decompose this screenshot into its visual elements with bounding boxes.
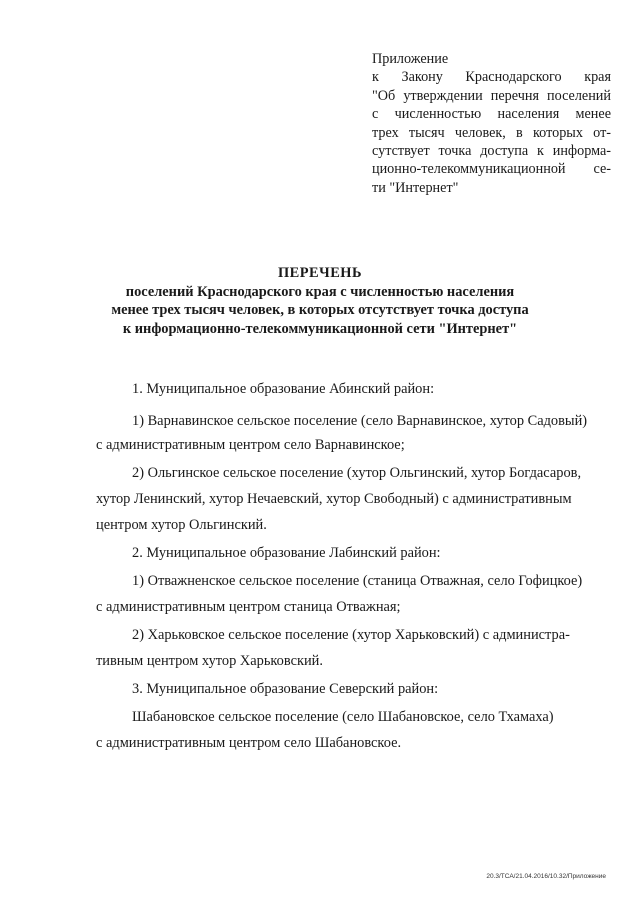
body-line: Шабановское сельское поселение (село Шабановское, село Тхамаха): [132, 709, 554, 725]
body-line: 1) Отважненское сельское поселение (станица Отважная, село Гофицкое): [132, 573, 583, 589]
body-line: 1) Варнавинское сельское поселение (село Варнавинское, хутор Садовый): [132, 413, 588, 429]
footer-code: 20.3/ТСА/21.04.2016/10.32/Приложение: [486, 873, 606, 880]
appendix-line: "Об утверждении перечня поселений: [372, 87, 611, 104]
body-line: с административным центром станица Отважная;: [96, 599, 401, 615]
appendix-line: Приложение: [372, 51, 449, 67]
heading-line: к информационно-телекоммуникационной сети "Интернет": [122, 320, 518, 337]
body-line: с административным центром село Варнавинское;: [96, 437, 405, 453]
appendix-line: к Закону Краснодарского края: [372, 69, 611, 86]
section-heading: 1. Муниципальное образование Абинский район:: [132, 381, 435, 397]
body-line: 2) Ольгинское сельское поселение (хутор Ольгинский, хутор Богдасаров,: [132, 465, 582, 481]
document-heading: [0, 264, 640, 338]
section-heading: 3. Муниципальное образование Северский район:: [132, 681, 439, 697]
body-line: 2) Харьковское сельское поселение (хутор Харьковский) с администра-: [132, 627, 570, 643]
body-line: центром хутор Ольгинский.: [96, 517, 267, 533]
appendix-block: [372, 50, 611, 197]
body-line: с административным центром село Шабановское.: [96, 735, 402, 751]
heading-title: ПЕРЕЧЕНЬ: [277, 265, 363, 281]
body-line: тивным центром хутор Харьковский.: [96, 653, 323, 669]
appendix-line: сутствует точка доступа к информа-: [372, 143, 611, 160]
appendix-line: ти "Интернет": [372, 179, 459, 196]
heading-line: поселений Краснодарского края с численностью населения: [125, 283, 515, 300]
appendix-line: с численностью населения менее: [372, 106, 611, 123]
heading-line: менее трех тысяч человек, в которых отсутствует точка доступа: [111, 302, 529, 318]
section-heading: 2. Муниципальное образование Лабинский район:: [132, 545, 441, 561]
body-line: хутор Ленинский, хутор Нечаевский, хутор Свободный) с административным: [96, 491, 572, 507]
appendix-line: трех тысяч человек, в которых от-: [372, 124, 611, 141]
appendix-line: ционно-телекоммуникационной се-: [372, 161, 611, 178]
